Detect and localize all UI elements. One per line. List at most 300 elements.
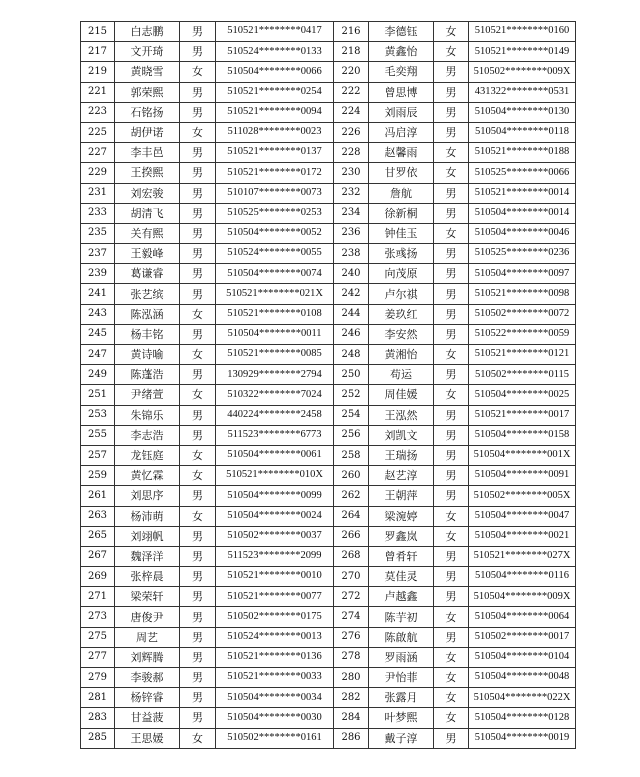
right-serial-number-cell: 238: [334, 244, 369, 264]
right-student-name-cell: 罗雨涵: [369, 647, 434, 667]
left-gender-cell: 男: [180, 546, 216, 566]
left-gender-cell: 男: [180, 102, 216, 122]
table-row: [81, 223, 576, 243]
right-student-name-cell: 周佳媛: [369, 385, 434, 405]
right-serial-number-cell: 258: [334, 445, 369, 465]
left-gender-cell: 女: [180, 728, 216, 748]
left-serial-number-cell: 227: [81, 143, 115, 163]
right-serial-number-cell: 216: [334, 22, 369, 42]
right-gender-cell: 男: [434, 304, 469, 324]
left-gender-cell: 男: [180, 587, 216, 607]
left-student-name-cell: 刘思序: [115, 486, 180, 506]
right-student-name-cell: 曾思博: [369, 82, 434, 102]
right-student-name-cell: 李德钰: [369, 22, 434, 42]
left-student-name-cell: 杨沛萌: [115, 506, 180, 526]
left-serial-number-cell: 257: [81, 445, 115, 465]
right-student-name-cell: 钟佳玉: [369, 223, 434, 243]
left-serial-number-cell: 275: [81, 627, 115, 647]
left-student-name-cell: 李骏郝: [115, 668, 180, 688]
right-id-number-cell: 510504********009X: [469, 587, 576, 607]
left-student-name-cell: 石铭扬: [115, 102, 180, 122]
left-serial-number-cell: 279: [81, 668, 115, 688]
right-id-number-cell: 510504********0118: [469, 122, 576, 142]
left-student-name-cell: 葛谦睿: [115, 264, 180, 284]
right-serial-number-cell: 234: [334, 203, 369, 223]
left-serial-number-cell: 219: [81, 62, 115, 82]
right-student-name-cell: 叶梦熙: [369, 708, 434, 728]
right-serial-number-cell: 256: [334, 425, 369, 445]
left-student-name-cell: 李志浩: [115, 425, 180, 445]
right-id-number-cell: 510504********0116: [469, 567, 576, 587]
right-gender-cell: 男: [434, 405, 469, 425]
left-serial-number-cell: 255: [81, 425, 115, 445]
right-serial-number-cell: 268: [334, 546, 369, 566]
table-row: [81, 183, 576, 203]
left-serial-number-cell: 243: [81, 304, 115, 324]
left-gender-cell: 男: [180, 183, 216, 203]
right-student-name-cell: 刘雨辰: [369, 102, 434, 122]
left-gender-cell: 男: [180, 203, 216, 223]
right-gender-cell: 女: [434, 688, 469, 708]
left-serial-number-cell: 237: [81, 244, 115, 264]
right-id-number-cell: 510525********0066: [469, 163, 576, 183]
left-id-number-cell: 510521********0417: [216, 22, 334, 42]
left-id-number-cell: 510504********0061: [216, 445, 334, 465]
right-student-name-cell: 卢尔祺: [369, 284, 434, 304]
left-serial-number-cell: 223: [81, 102, 115, 122]
right-serial-number-cell: 262: [334, 486, 369, 506]
left-id-number-cell: 510504********0074: [216, 264, 334, 284]
right-id-number-cell: 510504********0048: [469, 668, 576, 688]
right-student-name-cell: 冯启淳: [369, 122, 434, 142]
right-serial-number-cell: 244: [334, 304, 369, 324]
table-row: [81, 486, 576, 506]
right-serial-number-cell: 286: [334, 728, 369, 748]
left-serial-number-cell: 235: [81, 223, 115, 243]
right-student-name-cell: 王瑞扬: [369, 445, 434, 465]
right-student-name-cell: 赵艺淳: [369, 466, 434, 486]
left-serial-number-cell: 245: [81, 324, 115, 344]
left-student-name-cell: 张梓晨: [115, 567, 180, 587]
left-id-number-cell: 510322********7024: [216, 385, 334, 405]
table-row: [81, 506, 576, 526]
table-row: [81, 284, 576, 304]
right-gender-cell: 男: [434, 587, 469, 607]
left-id-number-cell: 510524********0055: [216, 244, 334, 264]
left-student-name-cell: 龙钰庭: [115, 445, 180, 465]
right-student-name-cell: 赵馨雨: [369, 143, 434, 163]
left-gender-cell: 男: [180, 627, 216, 647]
right-student-name-cell: 王朝萍: [369, 486, 434, 506]
right-id-number-cell: 510504********0021: [469, 526, 576, 546]
left-gender-cell: 男: [180, 284, 216, 304]
table-row: [81, 345, 576, 365]
right-id-number-cell: 510521********0121: [469, 345, 576, 365]
right-id-number-cell: 510504********0046: [469, 223, 576, 243]
left-id-number-cell: 510502********0037: [216, 526, 334, 546]
right-id-number-cell: 510504********0104: [469, 647, 576, 667]
right-gender-cell: 男: [434, 264, 469, 284]
left-student-name-cell: 陈泓涵: [115, 304, 180, 324]
right-id-number-cell: 510521********0098: [469, 284, 576, 304]
table-row: [81, 264, 576, 284]
left-student-name-cell: 唐俊尹: [115, 607, 180, 627]
table-row: [81, 668, 576, 688]
left-serial-number-cell: 273: [81, 607, 115, 627]
left-gender-cell: 男: [180, 526, 216, 546]
left-serial-number-cell: 253: [81, 405, 115, 425]
left-student-name-cell: 黄诗喻: [115, 345, 180, 365]
left-student-name-cell: 刘翊帆: [115, 526, 180, 546]
left-gender-cell: 男: [180, 143, 216, 163]
table-row: [81, 567, 576, 587]
table-row: [81, 708, 576, 728]
right-gender-cell: 男: [434, 567, 469, 587]
left-id-number-cell: 510524********0013: [216, 627, 334, 647]
right-serial-number-cell: 236: [334, 223, 369, 243]
right-gender-cell: 女: [434, 668, 469, 688]
right-gender-cell: 男: [434, 62, 469, 82]
left-id-number-cell: 511523********6773: [216, 425, 334, 445]
right-gender-cell: 男: [434, 365, 469, 385]
table-row: [81, 526, 576, 546]
left-gender-cell: 男: [180, 324, 216, 344]
left-student-name-cell: 陈蓬浩: [115, 365, 180, 385]
left-gender-cell: 男: [180, 708, 216, 728]
right-student-name-cell: 刘凯文: [369, 425, 434, 445]
table-row: [81, 607, 576, 627]
table-row: [81, 546, 576, 566]
left-id-number-cell: 510521********0085: [216, 345, 334, 365]
left-id-number-cell: 510504********0024: [216, 506, 334, 526]
left-gender-cell: 男: [180, 223, 216, 243]
left-student-name-cell: 张艺缤: [115, 284, 180, 304]
right-gender-cell: 男: [434, 425, 469, 445]
table-row: [81, 425, 576, 445]
right-serial-number-cell: 274: [334, 607, 369, 627]
right-id-number-cell: 510504********0014: [469, 203, 576, 223]
right-student-name-cell: 卢越鑫: [369, 587, 434, 607]
right-gender-cell: 男: [434, 244, 469, 264]
right-gender-cell: 男: [434, 102, 469, 122]
right-serial-number-cell: 260: [334, 466, 369, 486]
right-id-number-cell: 510521********0017: [469, 405, 576, 425]
right-student-name-cell: 徐新桐: [369, 203, 434, 223]
right-student-name-cell: 苟运: [369, 365, 434, 385]
right-student-name-cell: 黄湘怡: [369, 345, 434, 365]
left-gender-cell: 男: [180, 244, 216, 264]
left-id-number-cell: 510521********0033: [216, 668, 334, 688]
left-id-number-cell: 510504********0011: [216, 324, 334, 344]
left-student-name-cell: 王思媛: [115, 728, 180, 748]
right-serial-number-cell: 250: [334, 365, 369, 385]
left-student-name-cell: 魏泽洋: [115, 546, 180, 566]
right-student-name-cell: 詹航: [369, 183, 434, 203]
right-gender-cell: 男: [434, 203, 469, 223]
table-row: [81, 627, 576, 647]
left-student-name-cell: 刘宏骏: [115, 183, 180, 203]
right-gender-cell: 女: [434, 506, 469, 526]
right-id-number-cell: 510504********0128: [469, 708, 576, 728]
right-gender-cell: 男: [434, 546, 469, 566]
right-id-number-cell: 510522********0059: [469, 324, 576, 344]
right-serial-number-cell: 276: [334, 627, 369, 647]
left-id-number-cell: 510504********0099: [216, 486, 334, 506]
left-serial-number-cell: 259: [81, 466, 115, 486]
table-row: [81, 587, 576, 607]
right-serial-number-cell: 218: [334, 42, 369, 62]
right-id-number-cell: 510521********027X: [469, 546, 576, 566]
right-id-number-cell: 510521********0160: [469, 22, 576, 42]
right-student-name-cell: 黄鑫怡: [369, 42, 434, 62]
table-row: [81, 203, 576, 223]
right-student-name-cell: 姜玖红: [369, 304, 434, 324]
right-student-name-cell: 曾肴轩: [369, 546, 434, 566]
right-serial-number-cell: 248: [334, 345, 369, 365]
right-id-number-cell: 510521********0149: [469, 42, 576, 62]
right-gender-cell: 男: [434, 82, 469, 102]
right-gender-cell: 男: [434, 324, 469, 344]
student-roster-table: [80, 21, 576, 749]
right-gender-cell: 男: [434, 122, 469, 142]
right-student-name-cell: 尹怡菲: [369, 668, 434, 688]
table-row: [81, 405, 576, 425]
table-row: [81, 143, 576, 163]
table-row: [81, 324, 576, 344]
right-gender-cell: 男: [434, 183, 469, 203]
left-gender-cell: 男: [180, 567, 216, 587]
left-gender-cell: 男: [180, 486, 216, 506]
right-id-number-cell: 510504********0019: [469, 728, 576, 748]
table-row: [81, 163, 576, 183]
left-serial-number-cell: 283: [81, 708, 115, 728]
left-id-number-cell: 510521********0136: [216, 647, 334, 667]
right-serial-number-cell: 284: [334, 708, 369, 728]
right-id-number-cell: 510504********0064: [469, 607, 576, 627]
right-student-name-cell: 梁涴婷: [369, 506, 434, 526]
left-student-name-cell: 杨丰铭: [115, 324, 180, 344]
left-student-name-cell: 王毅峰: [115, 244, 180, 264]
left-serial-number-cell: 261: [81, 486, 115, 506]
right-serial-number-cell: 220: [334, 62, 369, 82]
right-serial-number-cell: 282: [334, 688, 369, 708]
left-gender-cell: 女: [180, 304, 216, 324]
right-id-number-cell: 510502********009X: [469, 62, 576, 82]
left-gender-cell: 男: [180, 365, 216, 385]
left-serial-number-cell: 241: [81, 284, 115, 304]
left-serial-number-cell: 277: [81, 647, 115, 667]
left-id-number-cell: 130929********2794: [216, 365, 334, 385]
left-student-name-cell: 梁荣轩: [115, 587, 180, 607]
right-gender-cell: 男: [434, 486, 469, 506]
left-id-number-cell: 510521********0254: [216, 82, 334, 102]
right-serial-number-cell: 228: [334, 143, 369, 163]
right-student-name-cell: 罗鑫岚: [369, 526, 434, 546]
right-gender-cell: 女: [434, 22, 469, 42]
left-gender-cell: 男: [180, 264, 216, 284]
left-serial-number-cell: 263: [81, 506, 115, 526]
left-gender-cell: 男: [180, 688, 216, 708]
left-serial-number-cell: 269: [81, 567, 115, 587]
left-serial-number-cell: 281: [81, 688, 115, 708]
right-serial-number-cell: 254: [334, 405, 369, 425]
right-student-name-cell: 张彧扬: [369, 244, 434, 264]
left-id-number-cell: 510502********0175: [216, 607, 334, 627]
right-gender-cell: 女: [434, 708, 469, 728]
right-gender-cell: 女: [434, 385, 469, 405]
left-student-name-cell: 朱锦乐: [115, 405, 180, 425]
right-serial-number-cell: 232: [334, 183, 369, 203]
table-row: [81, 122, 576, 142]
right-id-number-cell: 510504********0097: [469, 264, 576, 284]
left-id-number-cell: 510504********0034: [216, 688, 334, 708]
right-id-number-cell: 510521********0014: [469, 183, 576, 203]
left-id-number-cell: 510521********021X: [216, 284, 334, 304]
left-student-name-cell: 胡清飞: [115, 203, 180, 223]
right-student-name-cell: 陈啟航: [369, 627, 434, 647]
table-row: [81, 82, 576, 102]
right-serial-number-cell: 242: [334, 284, 369, 304]
left-serial-number-cell: 251: [81, 385, 115, 405]
right-student-name-cell: 毛奕翔: [369, 62, 434, 82]
left-gender-cell: 男: [180, 405, 216, 425]
left-student-name-cell: 王揆熙: [115, 163, 180, 183]
left-gender-cell: 女: [180, 345, 216, 365]
table-row: [81, 304, 576, 324]
left-gender-cell: 男: [180, 22, 216, 42]
right-gender-cell: 男: [434, 445, 469, 465]
left-id-number-cell: 510521********0094: [216, 102, 334, 122]
left-student-name-cell: 黄忆霖: [115, 466, 180, 486]
left-id-number-cell: 510525********0253: [216, 203, 334, 223]
left-student-name-cell: 杨锌睿: [115, 688, 180, 708]
left-serial-number-cell: 231: [81, 183, 115, 203]
right-id-number-cell: 510502********0017: [469, 627, 576, 647]
left-gender-cell: 女: [180, 122, 216, 142]
right-gender-cell: 女: [434, 163, 469, 183]
left-serial-number-cell: 247: [81, 345, 115, 365]
table-row: [81, 688, 576, 708]
right-id-number-cell: 510502********0072: [469, 304, 576, 324]
left-serial-number-cell: 225: [81, 122, 115, 142]
left-serial-number-cell: 217: [81, 42, 115, 62]
right-serial-number-cell: 280: [334, 668, 369, 688]
table-row: [81, 244, 576, 264]
left-gender-cell: 男: [180, 647, 216, 667]
left-serial-number-cell: 285: [81, 728, 115, 748]
left-serial-number-cell: 229: [81, 163, 115, 183]
right-gender-cell: 男: [434, 284, 469, 304]
right-id-number-cell: 510504********0047: [469, 506, 576, 526]
right-id-number-cell: 431322********0531: [469, 82, 576, 102]
left-serial-number-cell: 233: [81, 203, 115, 223]
left-gender-cell: 男: [180, 425, 216, 445]
right-gender-cell: 女: [434, 607, 469, 627]
right-student-name-cell: 戴子淳: [369, 728, 434, 748]
left-student-name-cell: 白志鹏: [115, 22, 180, 42]
right-student-name-cell: 莫佳灵: [369, 567, 434, 587]
left-id-number-cell: 511523********2099: [216, 546, 334, 566]
left-gender-cell: 男: [180, 668, 216, 688]
right-student-name-cell: 向茂原: [369, 264, 434, 284]
right-student-name-cell: 陈芋初: [369, 607, 434, 627]
right-student-name-cell: 甘罗依: [369, 163, 434, 183]
right-serial-number-cell: 252: [334, 385, 369, 405]
right-id-number-cell: 510502********0115: [469, 365, 576, 385]
right-id-number-cell: 510521********0188: [469, 143, 576, 163]
right-id-number-cell: 510502********005X: [469, 486, 576, 506]
left-id-number-cell: 440224********2458: [216, 405, 334, 425]
left-student-name-cell: 胡伊诺: [115, 122, 180, 142]
left-student-name-cell: 关有熙: [115, 223, 180, 243]
left-id-number-cell: 510521********0172: [216, 163, 334, 183]
right-gender-cell: 女: [434, 42, 469, 62]
left-gender-cell: 男: [180, 607, 216, 627]
right-serial-number-cell: 240: [334, 264, 369, 284]
left-gender-cell: 女: [180, 506, 216, 526]
right-gender-cell: 女: [434, 647, 469, 667]
right-id-number-cell: 510504********001X: [469, 445, 576, 465]
right-serial-number-cell: 226: [334, 122, 369, 142]
table-row: [81, 647, 576, 667]
right-serial-number-cell: 224: [334, 102, 369, 122]
table-row: [81, 365, 576, 385]
left-id-number-cell: 510521********0077: [216, 587, 334, 607]
right-id-number-cell: 510504********0091: [469, 466, 576, 486]
left-student-name-cell: 甘益菠: [115, 708, 180, 728]
left-id-number-cell: 510521********0108: [216, 304, 334, 324]
left-serial-number-cell: 271: [81, 587, 115, 607]
left-serial-number-cell: 221: [81, 82, 115, 102]
left-gender-cell: 女: [180, 62, 216, 82]
left-serial-number-cell: 267: [81, 546, 115, 566]
right-gender-cell: 男: [434, 627, 469, 647]
left-id-number-cell: 511028********0023: [216, 122, 334, 142]
left-student-name-cell: 刘辉腾: [115, 647, 180, 667]
left-id-number-cell: 510524********0133: [216, 42, 334, 62]
roster-body: [81, 22, 576, 749]
right-gender-cell: 女: [434, 143, 469, 163]
left-gender-cell: 男: [180, 42, 216, 62]
left-id-number-cell: 510504********0052: [216, 223, 334, 243]
right-id-number-cell: 510504********0025: [469, 385, 576, 405]
table-row: [81, 42, 576, 62]
right-serial-number-cell: 278: [334, 647, 369, 667]
right-gender-cell: 女: [434, 345, 469, 365]
left-gender-cell: 女: [180, 385, 216, 405]
right-serial-number-cell: 264: [334, 506, 369, 526]
left-serial-number-cell: 249: [81, 365, 115, 385]
right-serial-number-cell: 246: [334, 324, 369, 344]
right-id-number-cell: 510525********0236: [469, 244, 576, 264]
left-id-number-cell: 510521********0010: [216, 567, 334, 587]
table-row: [81, 102, 576, 122]
left-student-name-cell: 黄晓雪: [115, 62, 180, 82]
right-id-number-cell: 510504********022X: [469, 688, 576, 708]
left-serial-number-cell: 265: [81, 526, 115, 546]
right-serial-number-cell: 270: [334, 567, 369, 587]
table-row: [81, 62, 576, 82]
left-student-name-cell: 郭荣熙: [115, 82, 180, 102]
left-id-number-cell: 510521********0137: [216, 143, 334, 163]
left-id-number-cell: 510502********0161: [216, 728, 334, 748]
table-row: [81, 728, 576, 748]
left-id-number-cell: 510504********0030: [216, 708, 334, 728]
left-id-number-cell: 510504********0066: [216, 62, 334, 82]
left-gender-cell: 男: [180, 163, 216, 183]
left-id-number-cell: 510521********010X: [216, 466, 334, 486]
left-gender-cell: 女: [180, 466, 216, 486]
